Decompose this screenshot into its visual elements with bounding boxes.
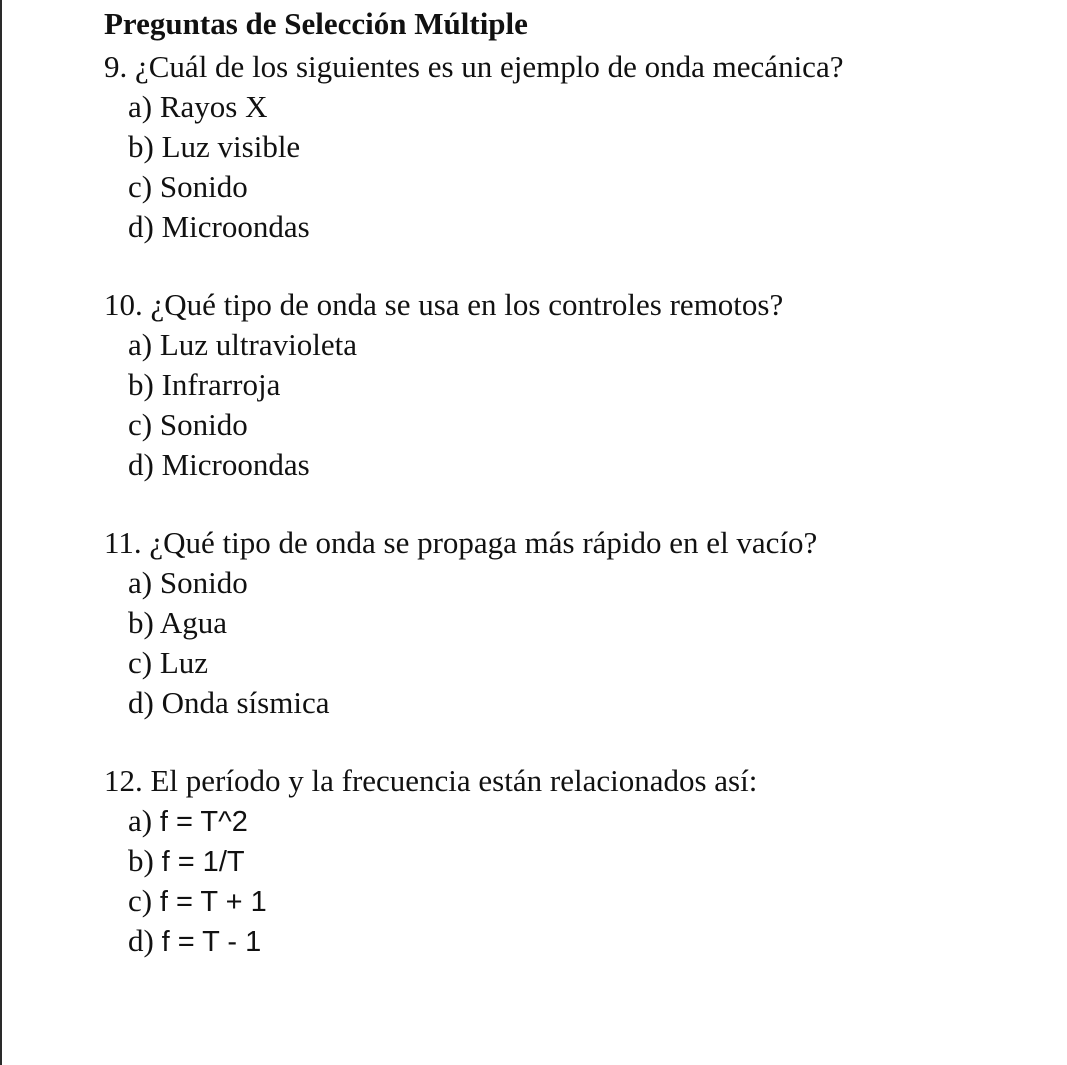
option-letter: d) xyxy=(128,447,154,482)
option-d xyxy=(104,683,1054,723)
section-heading: Preguntas de Selección Múltiple xyxy=(104,6,528,41)
option-formula: f = T - 1 xyxy=(161,926,262,958)
option-letter: c) xyxy=(128,407,153,442)
option-letter: c) xyxy=(128,169,153,204)
option-letter: c) xyxy=(128,645,153,680)
option-text: Infrarroja xyxy=(161,367,281,402)
option-b xyxy=(104,365,1054,405)
option-letter: c) xyxy=(128,883,153,918)
option-letter: a) xyxy=(128,803,153,838)
option-formula: f = 1/T xyxy=(161,846,245,878)
option-b xyxy=(104,841,1054,881)
option-c xyxy=(104,167,1054,207)
option-text: Sonido xyxy=(159,407,248,442)
option-text: Onda sísmica xyxy=(161,685,330,720)
option-letter: b) xyxy=(128,843,154,878)
option-c xyxy=(104,881,1054,921)
option-letter: d) xyxy=(128,209,154,244)
option-text: Rayos X xyxy=(159,89,268,124)
option-letter: d) xyxy=(128,923,154,958)
option-text: Sonido xyxy=(159,169,248,204)
option-letter: b) xyxy=(128,129,154,164)
option-text: Sonido xyxy=(159,565,248,600)
option-text: Luz ultravioleta xyxy=(159,327,357,362)
option-letter: a) xyxy=(128,327,153,362)
option-letter: b) xyxy=(128,367,154,402)
left-border-line xyxy=(0,0,2,1065)
question-text: 10. ¿Qué tipo de onda se usa en los controles remotos? xyxy=(104,287,784,322)
option-d xyxy=(104,207,1054,247)
option-text: Luz xyxy=(159,645,209,680)
option-formula: f = T + 1 xyxy=(159,886,267,918)
option-text: Microondas xyxy=(161,209,310,244)
question-text: 12. El período y la frecuencia están relacionados así: xyxy=(104,763,758,798)
question-10 xyxy=(104,285,1054,485)
option-b xyxy=(104,603,1054,643)
option-b xyxy=(104,127,1054,167)
option-a xyxy=(104,325,1054,365)
option-letter: b) xyxy=(128,605,154,640)
option-a xyxy=(104,563,1054,603)
option-text: Luz visible xyxy=(161,129,301,164)
option-c xyxy=(104,405,1054,445)
question-11 xyxy=(104,523,1054,723)
option-letter: d) xyxy=(128,685,154,720)
option-c xyxy=(104,643,1054,683)
question-text: 11. ¿Qué tipo de onda se propaga más rápido en el vacío? xyxy=(104,525,818,560)
option-a xyxy=(104,87,1054,127)
option-d xyxy=(104,445,1054,485)
question-9 xyxy=(104,47,1054,247)
option-letter: a) xyxy=(128,89,153,124)
option-formula: f = T^2 xyxy=(159,806,248,838)
option-text: Microondas xyxy=(161,447,310,482)
option-a xyxy=(104,801,1054,841)
option-text: Agua xyxy=(159,605,228,640)
question-12 xyxy=(104,761,1054,961)
option-letter: a) xyxy=(128,565,153,600)
question-text: 9. ¿Cuál de los siguientes es un ejemplo de onda mecánica? xyxy=(104,49,844,84)
option-d xyxy=(104,921,1054,961)
